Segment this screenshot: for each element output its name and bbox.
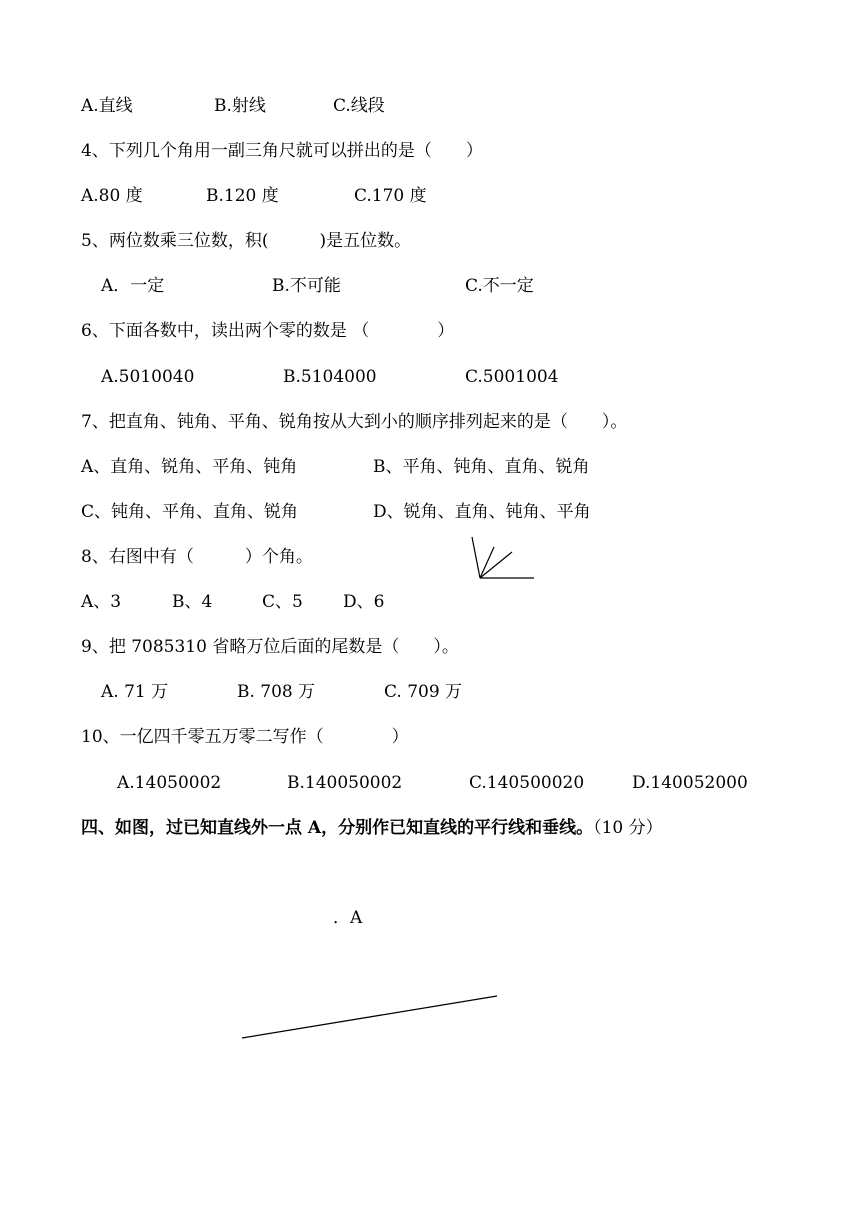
q5-option-b: B.不可能	[272, 276, 341, 296]
q4-stem: 4、下列几个角用一副三角尺就可以拼出的是（ ）	[81, 141, 483, 161]
q10-option-d: D.140052000	[632, 773, 748, 793]
q10-stem: 10、一亿四千零五万零二写作（ ）	[81, 727, 409, 747]
q5-option-a: A．一定	[101, 276, 165, 296]
q9-option-b: B. 708 万	[237, 682, 316, 702]
q8-option-c: C、5	[262, 592, 303, 612]
q8-option-b: B、4	[172, 592, 213, 612]
q3-option-a: A.直线	[81, 96, 133, 116]
q6-option-c: C.5001004	[465, 367, 559, 387]
section4-heading-line	[81, 817, 663, 839]
q8-stem: 8、右图中有（ ）个角。	[81, 547, 313, 567]
q9-option-a: A. 71 万	[101, 682, 169, 702]
q7-option-d: D、锐角、直角、钝角、平角	[373, 502, 591, 522]
q8-angle-figure	[468, 535, 538, 585]
q7-option-b: B、平角、钝角、直角、锐角	[373, 457, 590, 477]
q6-option-b: B.5104000	[283, 367, 377, 387]
q6-stem: 6、下面各数中，读出两个零的数是 （ ）	[81, 321, 455, 341]
point-a-label: ．A	[333, 908, 363, 928]
q5-stem: 5、两位数乘三位数，积( )是五位数。	[81, 231, 412, 251]
q10-option-a: A.14050002	[117, 773, 222, 793]
q5-option-c: C.不一定	[465, 276, 534, 296]
q3-option-b: B.射线	[214, 96, 266, 116]
q9-option-c: C. 709 万	[384, 682, 463, 702]
q4-option-b: B.120 度	[206, 186, 279, 206]
q8-option-d: D、6	[343, 592, 385, 612]
q10-option-b: B.140050002	[287, 773, 403, 793]
q3-option-c: C.线段	[333, 96, 385, 116]
section4-heading: 四、如图，过已知直线外一点 A，分别作已知直线的平行线和垂线。	[81, 818, 594, 838]
section4-points: （10 分）	[593, 818, 663, 838]
q10-option-c: C.140500020	[469, 773, 585, 793]
q7-option-a: A、直角、锐角、平角、钝角	[81, 457, 298, 477]
q9-stem: 9、把 7085310 省略万位后面的尾数是（ ）。	[81, 637, 459, 657]
q7-option-c: C、钝角、平角、直角、锐角	[81, 502, 299, 522]
q4-option-c: C.170 度	[354, 186, 427, 206]
q8-option-a: A、3	[81, 592, 122, 612]
given-line	[242, 996, 497, 1038]
q7-stem: 7、把直角、钝角、平角、锐角按从大到小的顺序排列起来的是（ ）。	[81, 412, 628, 432]
q4-option-a: A.80 度	[81, 186, 143, 206]
q6-option-a: A.5010040	[101, 367, 195, 387]
